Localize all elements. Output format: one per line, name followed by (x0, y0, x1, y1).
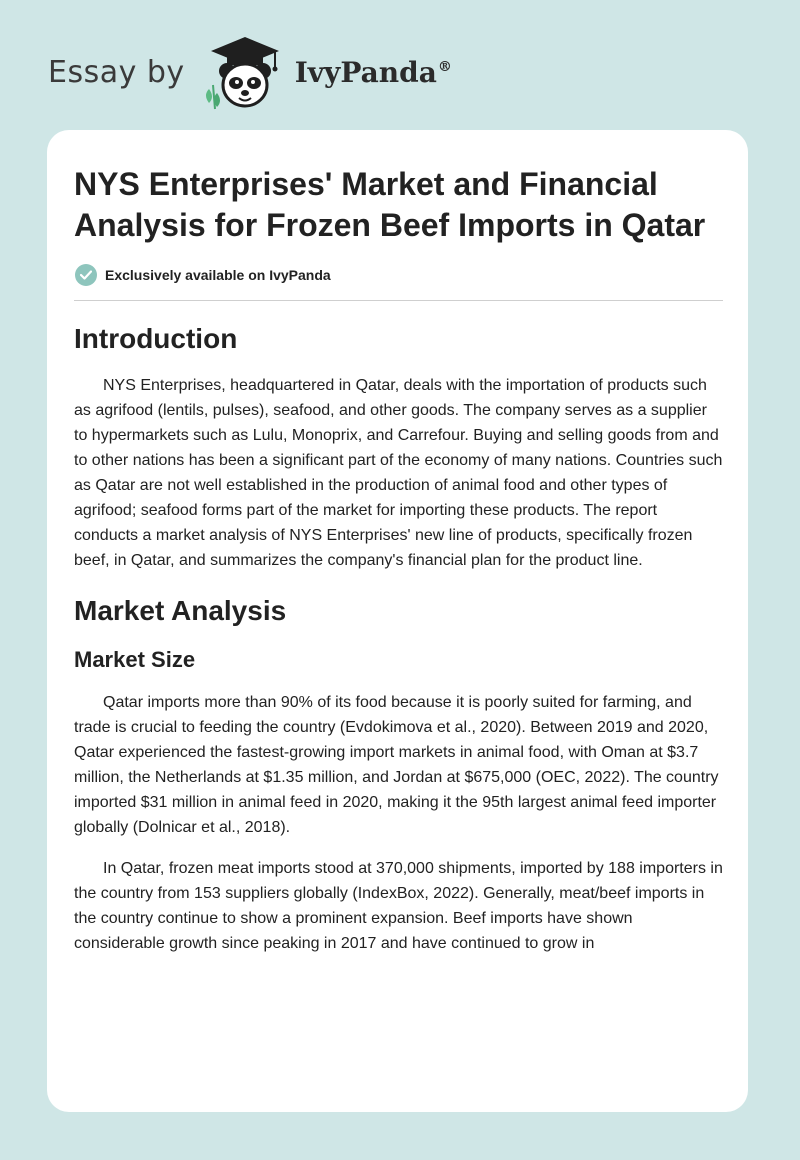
essay-card (47, 130, 748, 1112)
site-header (48, 32, 452, 112)
ivypanda-logo-icon (201, 33, 289, 111)
section-heading-introduction: Introduction (74, 323, 238, 354)
essay-content (74, 130, 723, 956)
paragraph: Qatar imports more than 90% of its food because it is poorly suited for farming, and trade is crucial to feeding the country (Evdokimova et al., 2020). Between 2019 and 2020, Qatar experienced the fastest-growing import markets in animal food, with Oman at $3.7 million, the Netherlands at $1.35 million, and Jordan at $675,000 (OEC, 2022). The country imported $31 million in animal feed in 2020, making it the 95th largest animal feed importer globally (Dolnicar et al., 2018). (74, 694, 719, 836)
subsection-heading-market-size: Market Size (74, 647, 196, 672)
section-heading-market-analysis: Market Analysis (74, 595, 287, 626)
exclusive-banner (74, 264, 723, 301)
registered-mark: ® (437, 59, 452, 76)
essay-by-label: Essay by (48, 54, 185, 90)
check-circle-icon (75, 264, 97, 286)
paragraph: In Qatar, frozen meat imports stood at 370,000 shipments, imported by 188 importers in the country from 153 suppliers globally (IndexBox, 2022). Generally, meat/beef imports in the country continue to show a prominent expansion. Beef imports have shown considerable growth since peaking in 2017 and have continued to grow in (74, 860, 723, 952)
logo-name: IvyPanda (294, 55, 437, 89)
page-title: NYS Enterprises' Market and Financial Analysis for Frozen Beef Imports in Qatar (74, 166, 706, 243)
logo-wordmark (295, 56, 452, 89)
exclusive-label: Exclusively available on IvyPanda (105, 267, 331, 283)
ivypanda-logo[interactable] (201, 33, 452, 111)
paragraph: NYS Enterprises, headquartered in Qatar, deals with the importation of products such as agrifood (lentils, pulses), seafood, and other goods. The company serves as a supplier to hypermarkets such as Lulu, Monoprix, and Carrefour. Buying and selling goods from and to other nations has been a significant part of the economy of many nations. Countries such as Qatar are not well established in the production of animal food and other types of agrifood; seafood forms part of the market for importing these products. The report conducts a market analysis of NYS Enterprises' new line of products, specifically frozen beef, in Qatar, and summarizes the company's financial plan for the product line. (74, 377, 723, 569)
